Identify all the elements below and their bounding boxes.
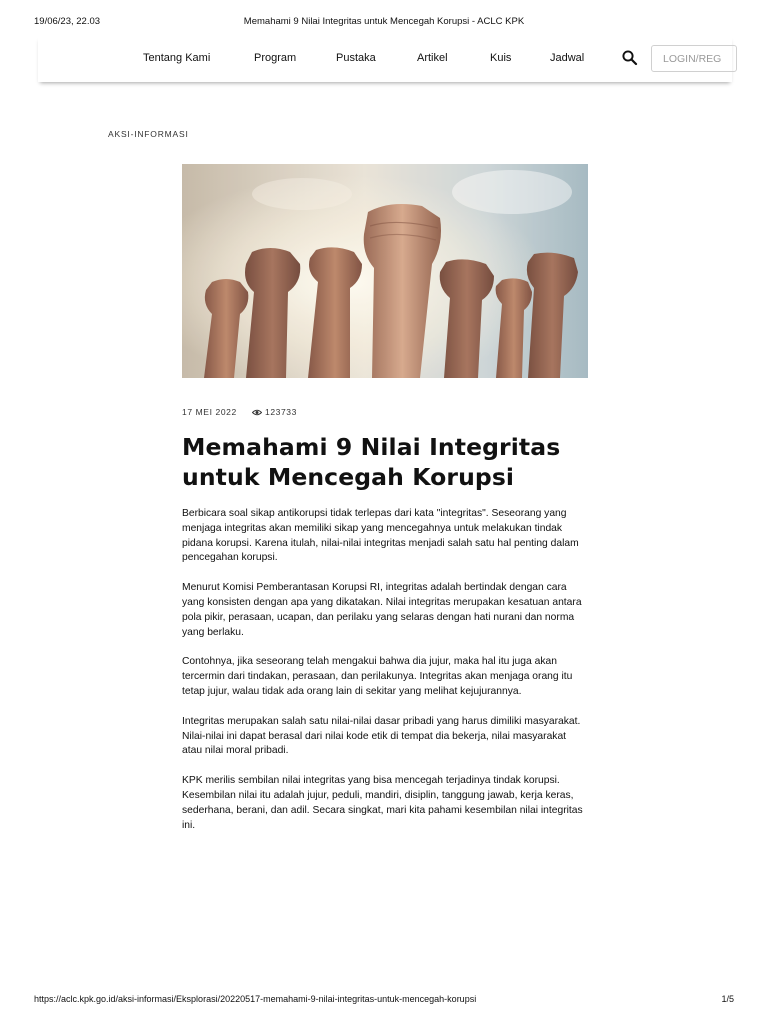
nav-item-tentang-kami[interactable]: Tentang Kami [143,52,211,64]
print-page-title: Memahami 9 Nilai Integritas untuk Mencegah Korupsi - ACLC KPK [243,16,525,27]
nav-item-artikel[interactable]: Artikel [417,52,448,64]
nav-item-pustaka[interactable]: Pustaka [336,52,376,64]
print-header [34,16,734,30]
nav-item-jadwal[interactable]: Jadwal [550,52,585,64]
article-paragraph: Integritas merupakan salah satu nilai-nilai dasar pribadi yang harus dimiliki masyarakat. Nilai-nilai ini dapat berasal dari nilai kode etik di tempat dia bekerja, nilai masyarakat atau nilai moral pribadi. [182,715,581,757]
article-views [252,407,297,417]
article-category[interactable]: AKSI-INFORMASI [108,129,189,139]
nav-item-kuis[interactable]: Kuis [490,52,512,64]
print-footer [34,994,734,1008]
article-date: 17 MEI 2022 [182,407,237,417]
login-register-button[interactable]: LOGIN/REG [651,45,737,72]
article-paragraph: Menurut Komisi Pemberantasan Korupsi RI, integritas adalah bertindak dengan cara yang konsisten dengan apa yang dikatakan. Nilai integritas merupakan kesatuan antara pola pikir, perasaan, ucapan, dan perilaku yang selaras dengan hati nurani dan norma yang berlaku. [182,582,582,638]
article-paragraph: KPK merilis sembilan nilai integritas yang bisa mencegah terjadinya tindak korupsi. Kesembilan nilai itu adalah jujur, peduli, mandiri, disiplin, tanggung jawab, kerja keras, sederhana, berani, dan adil. Secara singkat, mari kita pahami kesembilan nilai integritas ini. [182,775,583,831]
view-count: 123733 [265,407,297,417]
page-number: 1/5 [721,994,734,1004]
eye-icon [252,409,262,416]
print-date: 19/06/23, 22.03 [34,16,101,27]
nav-item-program[interactable]: Program [254,52,297,64]
top-navbar [38,36,732,82]
article-body [182,507,588,848]
article-paragraph: Berbicara soal sikap antikorupsi tidak terlepas dari kata "integritas". Seseorang yang menjaga integritas akan memiliki sikap yang mencegahnya untuk melakukan tindak pidana korupsi. Karena itulah, nilai-nilai integritas menjadi salah satu hal penting dalam pencegahan korupsi. [182,508,579,564]
article-paragraph: Contohnya, jika seseorang telah mengakui bahwa dia jujur, maka hal itu juga akan tercermin dari tindakan, perasaan, dan perilakunya. Integritas akan menjaga orang itu tetap jujur, walau tidak ada orang lain di sekitar yang melihat kejujurannya. [182,656,573,697]
article-title: Memahami 9 Nilai Integritas untuk Mencegah Korupsi [182,433,561,491]
raised-fists-photo [182,164,588,378]
search-icon[interactable] [620,48,640,68]
print-url: https://aclc.kpk.go.id/aksi-informasi/Eksplorasi/20220517-memahami-9-nilai-integritas-untuk-mencegah-korupsi [34,994,477,1004]
